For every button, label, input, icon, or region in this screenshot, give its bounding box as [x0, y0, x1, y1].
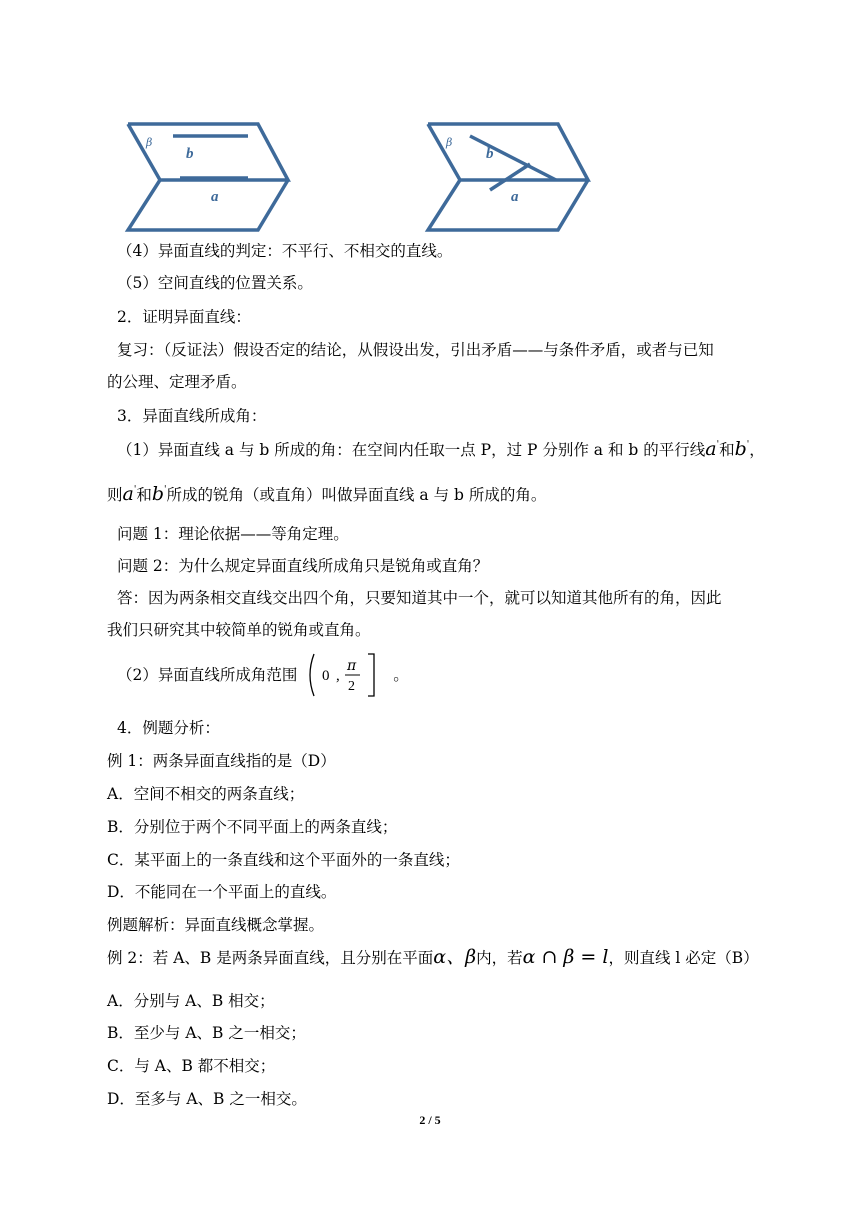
- left-paren: [310, 654, 314, 696]
- text-line: D．不能同在一个平面上的直线。: [107, 883, 337, 901]
- text-line: 复习：（反证法）假设否定的结论，从假设出发，引出矛盾——与条件矛盾，或者与已知: [117, 341, 714, 359]
- text-line: A．空间不相交的两条直线；: [107, 785, 305, 803]
- figure-parallel-lines: [118, 112, 298, 242]
- label-a: a: [211, 189, 219, 205]
- prime-mark: ': [164, 485, 167, 495]
- text-segment: ，则直线 l 必定（B）: [608, 949, 759, 967]
- line-a: [490, 164, 530, 190]
- text-line: 3．异面直线所成角：: [117, 407, 267, 425]
- text-line: C．与 A、B 都不相交；: [107, 1057, 276, 1075]
- text-segment: 和: [136, 486, 152, 504]
- text-segment: （1）异面直线 a 与 b 所成的角：在空间内任取一点 P，过 P 分别作 a 和 b 的平行线: [117, 441, 706, 459]
- plane-label: β: [446, 136, 453, 149]
- lower-plane: [128, 180, 288, 230]
- text-line: [117, 434, 765, 461]
- text-line: D．至多与 A、B 之一相交。: [107, 1090, 307, 1108]
- text-line: （5）空间直线的位置关系。: [117, 274, 313, 292]
- text-segment: 内，若: [476, 949, 523, 967]
- text-segment: ，: [749, 441, 765, 459]
- text-line: B．分别位于两个不同平面上的两条直线；: [107, 818, 398, 836]
- lower-plane: [428, 180, 588, 230]
- text-line: 例题解析：异面直线概念掌握。: [107, 916, 325, 934]
- zero: 0: [322, 668, 330, 684]
- plane-label: β: [146, 136, 153, 149]
- text-line: 问题 2：为什么规定异面直线所成角只是锐角或直角？: [117, 557, 489, 575]
- math-alpha-beta: α、β: [433, 946, 477, 968]
- label-b: b: [186, 146, 194, 162]
- math-a: a: [705, 438, 717, 460]
- prime-mark: ': [716, 440, 720, 450]
- math-b: b: [734, 438, 747, 460]
- text-segment: 所成的锐角（或直角）叫做异面直线 a 与 b 所成的角。: [166, 486, 547, 504]
- text-line: 我们只研究其中较简单的锐角或直角。: [107, 621, 371, 639]
- math-intersection: α ∩ β = l: [522, 946, 609, 968]
- text-segment: 。: [393, 666, 409, 684]
- math-b: b: [151, 483, 165, 505]
- figure-skew-lines: [418, 112, 598, 242]
- text-line: 2．证明异面直线：: [117, 308, 251, 326]
- angle-range: [306, 656, 384, 696]
- math-a: a: [122, 483, 134, 505]
- text-line: C．某平面上的一条直线和这个平面外的一条直线；: [107, 851, 460, 869]
- right-bracket: [368, 654, 374, 696]
- page-number: 2 / 5: [419, 1113, 441, 1127]
- text-segment: （2）异面直线所成角范围: [117, 666, 298, 684]
- pi: π: [347, 658, 357, 674]
- text-line: （4）异面直线的判定：不平行、不相交的直线。: [117, 242, 453, 260]
- text-line: A．分别与 A、B 相交；: [107, 992, 275, 1010]
- prime-mark: ': [746, 440, 750, 450]
- text-line: 的公理、定理矛盾。: [107, 373, 247, 391]
- label-b: b: [486, 146, 494, 162]
- text-line: [107, 479, 546, 506]
- text-segment: 和: [719, 441, 735, 459]
- text-line: B．至少与 A、B 之一相交；: [107, 1024, 306, 1042]
- label-a: a: [511, 189, 519, 205]
- comma: ,: [336, 668, 341, 684]
- text-line: 例 1：两条异面直线指的是（D）: [107, 752, 336, 770]
- prime-mark: ': [133, 485, 137, 495]
- two: 2: [348, 679, 356, 694]
- text-segment: 则: [107, 486, 123, 504]
- upper-plane: [428, 124, 588, 180]
- text-line: 4．例题分析：: [117, 719, 220, 737]
- upper-plane: [128, 124, 288, 180]
- text-line: [117, 652, 409, 698]
- text-line: 问题 1：理论依据——等角定理。: [117, 525, 349, 543]
- text-line: 答：因为两条相交直线交出四个角，只要知道其中一个，就可以知道其他所有的角，因此: [117, 589, 722, 607]
- text-line: [107, 946, 759, 969]
- text-segment: 例 2：若 A、B 是两条异面直线，且分别在平面: [107, 949, 434, 967]
